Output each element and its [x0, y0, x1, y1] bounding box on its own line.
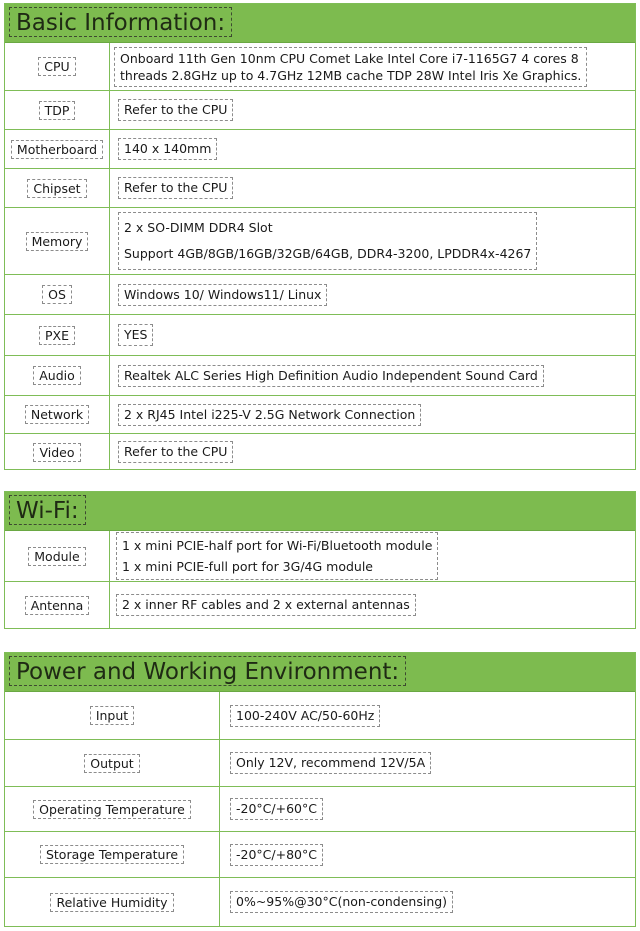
- spec-row-os: [5, 274, 635, 314]
- spec-label: Video: [33, 443, 80, 462]
- spec-row-cpu: [5, 43, 635, 90]
- spec-value: YES: [118, 324, 153, 346]
- spec-label: Output: [84, 754, 139, 773]
- spec-value: 2 x SO-DIMM DDR4 Slot Support 4GB/8GB/16GB/32GB/64GB, DDR4-3200, LPDDR4x-4267: [118, 212, 537, 270]
- spec-row-memory: [5, 207, 635, 274]
- spec-value: 0%~95%@30°C(non-condensing): [230, 891, 453, 913]
- spec-label: Memory: [26, 232, 89, 251]
- spec-value: Onboard 11th Gen 10nm CPU Comet Lake Intel Core i7-1165G7 4 cores 8 threads 2.8GHz up to 4.7GHz 12MB cache TDP 28W Intel Iris Xe Graphics.: [114, 47, 587, 87]
- spec-row-audio: [5, 355, 635, 395]
- section-title: Power and Working Environment:: [9, 656, 406, 686]
- spec-label: Motherboard: [11, 140, 103, 159]
- wifi-section: [4, 491, 636, 629]
- spec-value: 1 x mini PCIE-half port for Wi-Fi/Bluetooth module 1 x mini PCIE-full port for 3G/4G module: [116, 532, 438, 580]
- spec-label: PXE: [39, 326, 75, 345]
- spec-row-motherboard: [5, 129, 635, 168]
- spec-value: -20°C/+80°C: [230, 844, 323, 866]
- basic-information-section: [4, 3, 636, 470]
- spec-row-antenna: [5, 581, 635, 628]
- spec-row-operating-temperature: [5, 786, 635, 831]
- spec-row-network: [5, 395, 635, 433]
- spec-row-tdp: [5, 90, 635, 129]
- section-header: [5, 492, 635, 531]
- spec-label: Operating Temperature: [33, 800, 191, 819]
- spec-label: Relative Humidity: [50, 893, 173, 912]
- spec-label: Input: [90, 706, 134, 725]
- spec-label: Module: [28, 547, 85, 566]
- spec-label: Audio: [33, 366, 81, 385]
- spec-label: TDP: [39, 101, 76, 120]
- section-title: Wi-Fi:: [9, 495, 86, 525]
- spec-label: Network: [25, 405, 89, 424]
- spec-row-output: [5, 739, 635, 786]
- spec-value: 140 x 140mm: [118, 138, 217, 160]
- spec-label: CPU: [38, 57, 75, 76]
- spec-value: Only 12V, recommend 12V/5A: [230, 752, 431, 774]
- spec-row-video: [5, 433, 635, 470]
- spec-label: Storage Temperature: [40, 845, 184, 864]
- spec-row-input: [5, 692, 635, 739]
- section-header: [5, 4, 635, 43]
- spec-value: Refer to the CPU: [118, 177, 233, 199]
- spec-row-pxe: [5, 314, 635, 355]
- section-header: [5, 653, 635, 692]
- spec-row-storage-temperature: [5, 831, 635, 877]
- spec-value: 2 x inner RF cables and 2 x external antennas: [116, 594, 416, 616]
- spec-row-chipset: [5, 168, 635, 207]
- spec-value: 2 x RJ45 Intel i225-V 2.5G Network Connection: [118, 404, 421, 426]
- spec-label: Antenna: [25, 596, 90, 615]
- spec-row-relative-humidity: [5, 877, 635, 926]
- spec-label: OS: [42, 285, 72, 304]
- spec-value: Refer to the CPU: [118, 99, 233, 121]
- power-environment-section: [4, 652, 636, 927]
- spec-value: Windows 10/ Windows11/ Linux: [118, 284, 327, 306]
- spec-value: -20°C/+60°C: [230, 798, 323, 820]
- spec-value: Realtek ALC Series High Definition Audio Independent Sound Card: [118, 365, 544, 387]
- spec-label: Chipset: [27, 179, 86, 198]
- spec-value: 100-240V AC/50-60Hz: [230, 705, 380, 727]
- spec-value: Refer to the CPU: [118, 441, 233, 463]
- spec-row-module: [5, 531, 635, 581]
- section-title: Basic Information:: [9, 7, 232, 37]
